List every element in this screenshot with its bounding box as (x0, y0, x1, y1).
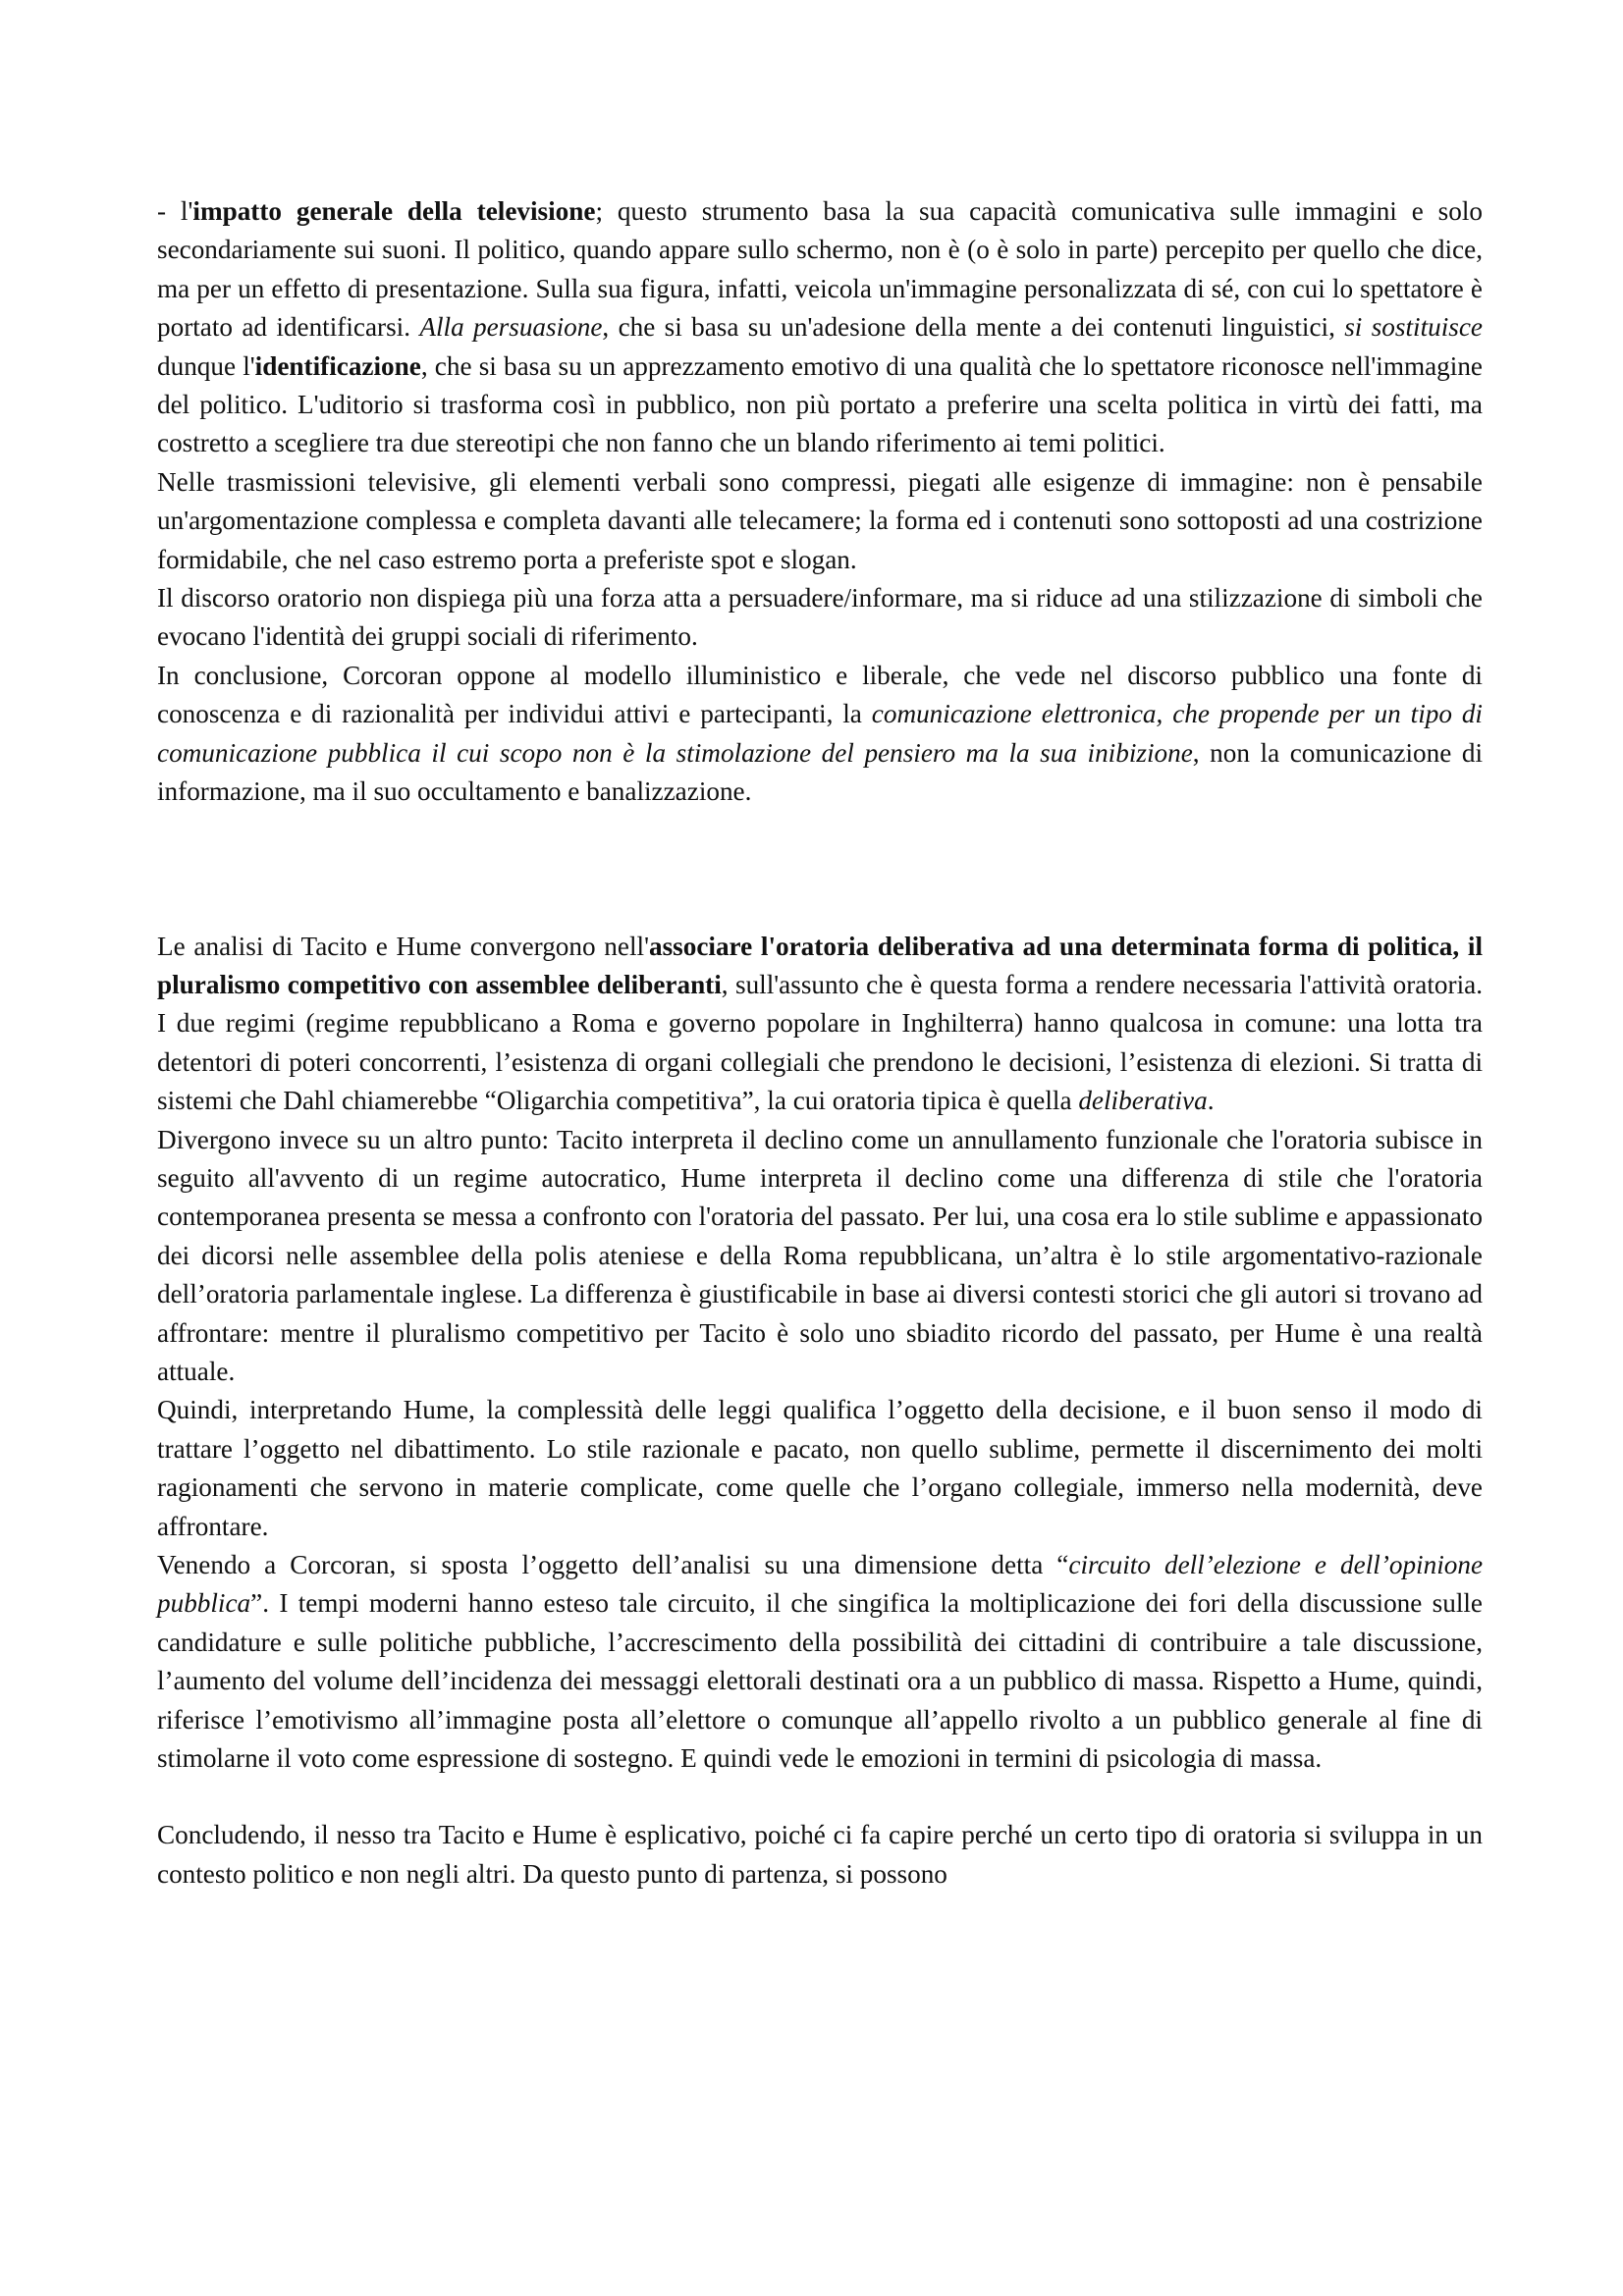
text-run: Venendo a Corcoran, si sposta l’oggetto dell’analisi su una dimensione detta “ (157, 1550, 1069, 1579)
italic-phrase-electronic-communication: comunicazione elettronica, che propende per un tipo di comunicazione pubblica il cui scopo non è la stimolazione del pensiero ma la sua inibizione (157, 699, 1483, 768)
text-run: - l' (157, 196, 193, 226)
paragraph-hume-interpretation: Quindi, interpretando Hume, la complessità delle leggi qualifica l’oggetto della decisione, e il buon senso il modo di trattare l’oggetto nel dibattimento. Lo stile razionale e pacato, non quello sublime, permette il discernimento dei molti ragionamenti che servono in materie complicate, come quelle che l’organo collegiale, immerso nella modernità, deve affrontare. (157, 1395, 1483, 1541)
section-gap (157, 812, 1483, 928)
bold-phrase-deliberative-oratory: associare l'oratoria deliberativa ad una determinata forma di politica, il pluralismo competitivo con assemblee deliberanti (157, 931, 1483, 999)
text-run: , non la comunicazione di informazione, ma il suo occultamento e banalizzazione. (157, 737, 1484, 807)
italic-phrase-election-circuit: circuito dell’elezione e dell’opinione pubblica (157, 1550, 1484, 1619)
italic-phrase-persuasion: Alla persuasione (419, 312, 603, 343)
text-run: , che si basa su un'adesione della mente a dei contenuti linguistici, (602, 312, 1345, 343)
paragraph-oratory-discourse: Il discorso oratorio non dispiega più una forza atta a persuadere/informare, ma si riduce ad una stilizzazione di simboli che evocano l'identità dei gruppi sociali di riferimento. (157, 583, 1483, 652)
paragraph-corcoran-circuit (157, 1546, 1483, 1778)
text-run: . (1207, 1086, 1215, 1116)
paragraph-tv-broadcasts: Nelle trasmissioni televisive, gli elementi verbali sono compressi, piegati alle esigenze di immagine: non è pensabile un'argomentazione complessa e completa davanti alle telecamere; la forma ed i contenuti sono sottoposti ad una costrizione formidabile, che nel caso estremo porta a preferiste spot e slogan. (157, 466, 1483, 574)
paragraph-gap (157, 1778, 1483, 1816)
paragraph-divergence: Divergono invece su un altro punto: Tacito interpreta il declino come un annullamento funzionale che l'oratoria subisce in seguito all'avvento di un regime autocratico, Hume interpreta il declino come una differenza di stile che l'oratoria contemporanea presenta se messa a confronto con l'oratoria del passato. Per lui, una cosa era lo stile sublime e appassionato dei dicorsi nelle assemblee della polis ateniese e della Roma repubblicana, un’altra è lo stile argomentativo-razionale dell’oratoria parlamentale inglese. La differenza è giustificabile in base ai diversi contesti storici che gli autori si trovano ad affrontare: mentre il pluralismo competitivo per Tacito è solo uno sbiadito ricordo del passato, per Hume è una realtà attuale. (157, 1124, 1483, 1386)
document-page (157, 192, 1483, 1894)
paragraph-television-impact (157, 192, 1483, 463)
italic-phrase-deliberative: deliberativa (1078, 1086, 1208, 1116)
text-run: , che si basa su un apprezzamento emotivo di una qualità che lo spettatore riconosce nell'immagine del politico. L'uditorio si trasforma così in pubblico, non più portato a preferire una scelta politica in virtù dei fatti, ma costretto a scegliere tra due stereotipi che non fanno che un blando riferimento ai temi politici. (157, 350, 1483, 458)
text-run: , sull'assunto che è questa forma a rendere necessaria l'attività oratoria. I due regimi (regime repubblicano a Roma e governo popolare in Inghilterra) hanno qualcosa in comune: una lotta tra detentori di poteri concorrenti, l’esistenza di organi collegiali che prendono le decisioni, l’esistenza di elezioni. Si tratta di sistemi che Dahl chiamerebbe “Oligarchia competitiva”, la cui oratoria tipica è quella (157, 969, 1483, 1116)
text-run: dunque l' (157, 350, 255, 381)
bold-phrase-television-impact: impatto generale della televisione (192, 196, 596, 226)
text-run: ”. I tempi moderni hanno esteso tale circuito, il che singifica la moltiplicazione dei fori della discussione sulle candidature e sulle politiche pubbliche, l’accrescimento della possibilità dei cittadini di contribuire a tale discussione, l’aumento del volume dell’incidenza dei messaggi elettorali destinati ora a un pubblico di massa. Rispetto a Hume, quindi, riferisce l’emotivismo all’immagine posta all’elettore o comunque all’appello rivolto a un pubblico generale al fine di stimolarne il voto come espressione di sostegno. E quindi vede le emozioni in termini di psicologia di massa. (157, 1588, 1483, 1774)
text-run: Le analisi di Tacito e Hume convergono nell' (157, 931, 649, 961)
text-run: ; questo strumento basa la sua capacità comunicativa sulle immagini e solo secondariamente sui suoni. Il politico, quando appare sullo schermo, non è (o è solo in parte) percepito per quello che dice, ma per un effetto di presentazione. Sulla sua figura, infatti, veicola un'immagine personalizzata di sé, con cui lo spettatore è portato ad identificarsi. (157, 196, 1483, 343)
paragraph-concluding: Concludendo, il nesso tra Tacito e Hume è esplicativo, poiché ci fa capire perché un certo tipo di oratoria si sviluppa in un contesto politico e non negli altri. Da questo punto di partenza, si possono (157, 1820, 1483, 1889)
paragraph-tacito-hume (157, 928, 1483, 1121)
italic-phrase-substitution: si sostituisce (1344, 312, 1483, 343)
text-run: In conclusione, Corcoran oppone al modello illuministico e liberale, che vede nel discorso pubblico una fonte di conoscenza e di razionalità per individui attivi e partecipanti, la (157, 660, 1483, 729)
bold-phrase-identification: identificazione (254, 350, 421, 381)
paragraph-conclusion-corcoran (157, 657, 1483, 812)
